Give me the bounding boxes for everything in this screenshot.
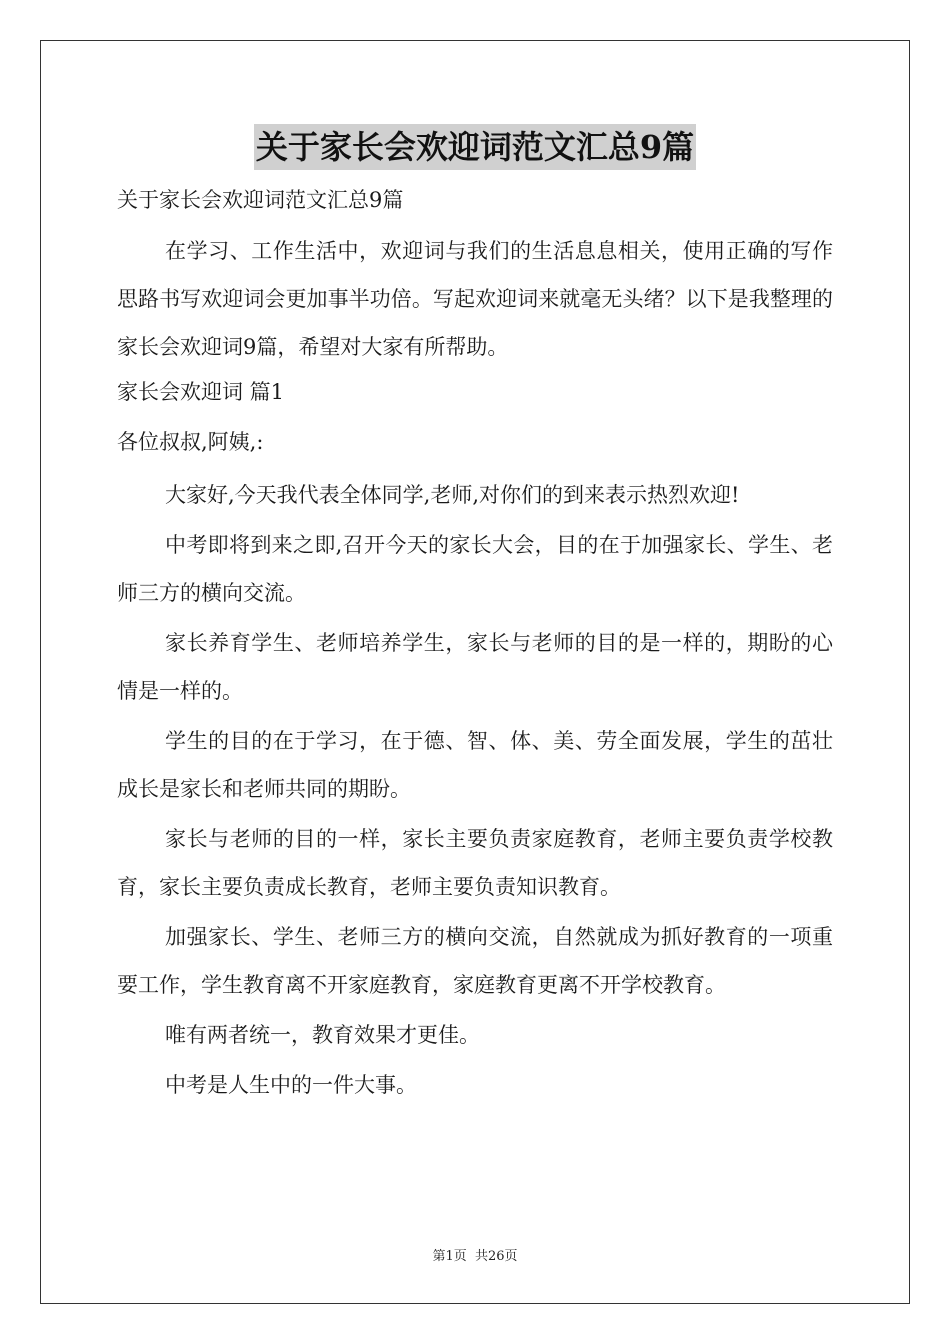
intro-paragraph: 在学习、工作生活中，欢迎词与我们的生活息息相关，使用正确的写作思路书写欢迎词会更加事半功倍。写起欢迎词来就毫无头绪？以下是我整理的家长会欢迎词9篇，希望对大家有所帮助。	[117, 239, 833, 359]
body-paragraph: 家长养育学生、老师培养学生，家长与老师的目的是一样的，期盼的心情是一样的。	[117, 631, 833, 703]
body-paragraph: 中考即将到来之即,召开今天的家长大会，目的在于加强家长、学生、老师三方的横向交流。	[117, 533, 833, 605]
body-paragraph: 中考是人生中的一件大事。	[165, 1073, 417, 1097]
body-paragraph: 家长与老师的目的一样，家长主要负责家庭教育，老师主要负责学校教育，家长主要负责成长教育，老师主要负责知识教育。	[117, 827, 833, 899]
document-title: 关于家长会欢迎词范文汇总9篇	[254, 124, 696, 170]
body-paragraph: 学生的目的在于学习，在于德、智、体、美、劳全面发展，学生的茁壮成长是家长和老师共同的期盼。	[117, 729, 833, 801]
body-paragraph: 唯有两者统一，教育效果才更佳。	[165, 1023, 480, 1047]
salutation: 各位叔叔,阿姨,:	[117, 430, 264, 454]
page-total: 共26页	[474, 1249, 518, 1264]
document-subtitle: 关于家长会欢迎词范文汇总9篇	[117, 188, 404, 212]
section-heading: 家长会欢迎词 篇1	[117, 380, 285, 404]
body-paragraph: 大家好,今天我代表全体同学,老师,对你们的到来表示热烈欢迎!	[165, 483, 740, 507]
page-footer	[0, 1245, 950, 1264]
title-container	[0, 124, 950, 170]
document-body	[117, 181, 833, 1111]
page-number: 第1页	[432, 1249, 467, 1264]
body-paragraph: 加强家长、学生、老师三方的横向交流，自然就成为抓好教育的一项重要工作，学生教育离不开家庭教育，家庭教育更离不开学校教育。	[117, 925, 833, 997]
